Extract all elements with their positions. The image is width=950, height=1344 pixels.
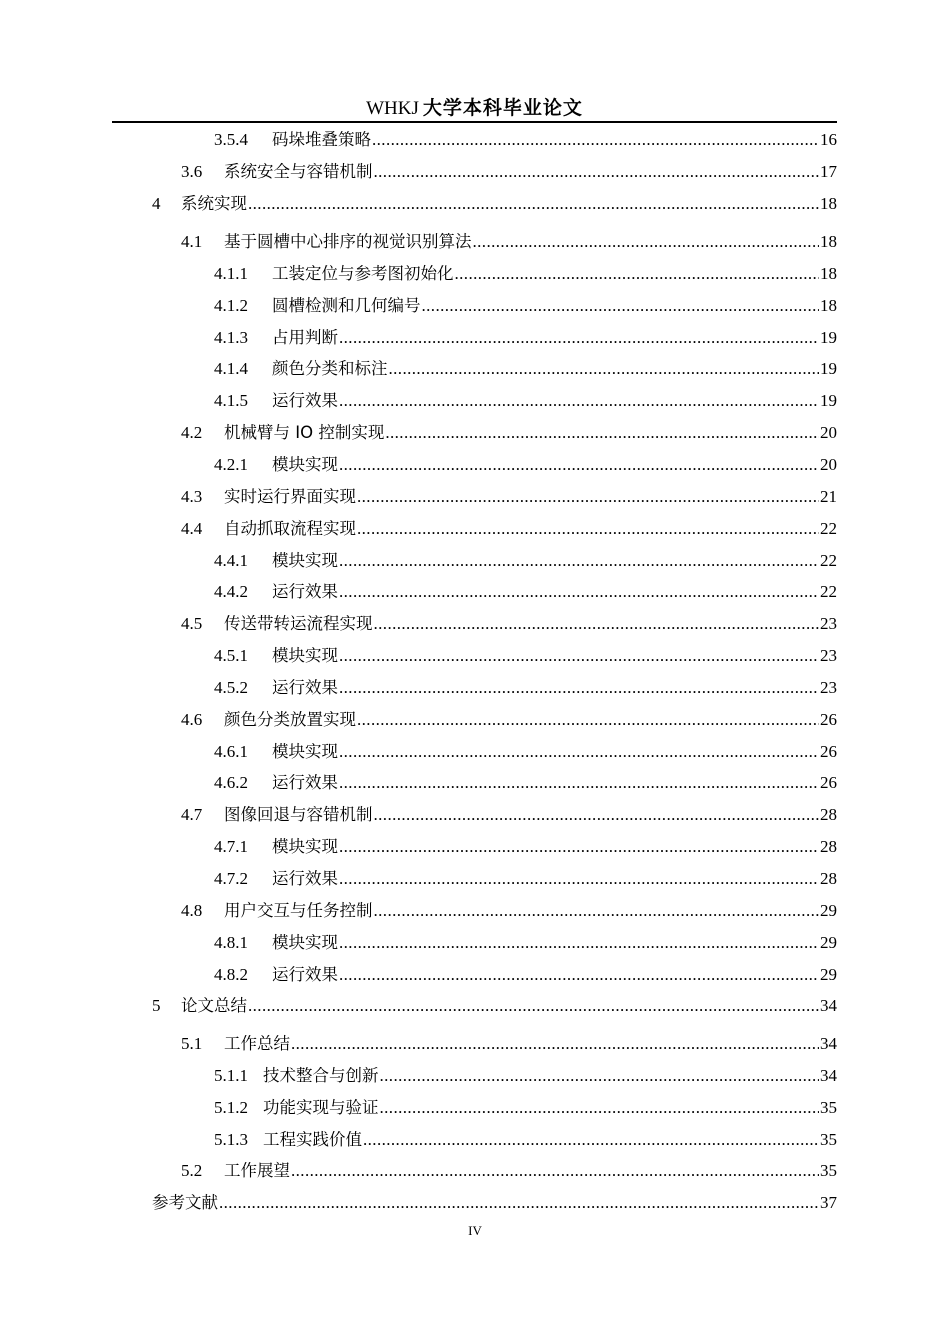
toc-entry-title: 基于圆槽中心排序的视觉识别算法 [224, 232, 472, 251]
toc-entry-page: 18 [820, 264, 837, 283]
toc-dot-leader [389, 357, 820, 381]
toc-entry-title: 机械臂与 IO 控制实现 [224, 423, 385, 442]
toc-entry[interactable] [152, 994, 837, 1018]
toc-entry-title: 工作展望 [224, 1161, 290, 1180]
toc-dot-leader [339, 740, 819, 764]
toc-entry[interactable] [214, 357, 837, 381]
toc-entry-number: 4.7 [181, 805, 203, 824]
toc-entry-title: 占用判断 [272, 328, 338, 347]
toc-entry-number: 4.4.1 [214, 551, 248, 570]
toc-entry-number: 5 [152, 996, 161, 1015]
toc-entry-title: 技术整合与创新 [263, 1066, 379, 1085]
toc-entry[interactable] [152, 1191, 837, 1215]
toc-dot-leader [339, 549, 819, 573]
toc-dot-leader [473, 230, 820, 254]
toc-entry-number: 5.1.2 [214, 1098, 248, 1117]
toc-entry-title: 论文总结 [181, 996, 247, 1015]
toc-entry-page: 22 [820, 551, 837, 570]
toc-entry[interactable] [214, 580, 837, 604]
toc-entry-title: 运行效果 [272, 773, 338, 792]
toc-entry-title: 传送带转运流程实现 [224, 614, 373, 633]
toc-entry-title: 实时运行界面实现 [224, 487, 356, 506]
toc-dot-leader [422, 294, 820, 318]
toc-entry-title: 运行效果 [272, 678, 338, 697]
toc-entry[interactable] [214, 128, 837, 152]
toc-entry-title: 系统安全与容错机制 [224, 162, 373, 181]
toc-entry-page: 26 [820, 742, 837, 761]
toc-entry-number: 5.1 [181, 1034, 203, 1053]
toc-entry-page: 22 [820, 519, 837, 538]
toc-entry-page: 29 [820, 901, 837, 920]
toc-entry[interactable] [181, 421, 837, 445]
toc-entry-title: 工作总结 [224, 1034, 290, 1053]
toc-entry-title: 码垛堆叠策略 [272, 130, 371, 149]
toc-entry[interactable] [181, 803, 837, 827]
toc-entry-title: 模块实现 [272, 837, 338, 856]
toc-dot-leader [219, 1191, 819, 1215]
toc-entry-title: 运行效果 [272, 391, 338, 410]
toc-dot-leader [363, 1128, 819, 1152]
toc-entry-number: 4.8.1 [214, 933, 248, 952]
toc-entry-number: 4.6 [181, 710, 203, 729]
toc-dot-leader [248, 192, 819, 216]
toc-entry[interactable] [214, 262, 837, 286]
toc-entry[interactable] [181, 612, 837, 636]
toc-entry[interactable] [214, 676, 837, 700]
toc-entry-title: 工程实践价值 [263, 1130, 362, 1149]
toc-entry-page: 16 [820, 130, 837, 149]
toc-entry-title: 颜色分类放置实现 [224, 710, 356, 729]
toc-entry-page: 29 [820, 933, 837, 952]
toc-entry[interactable] [214, 1096, 837, 1120]
toc-dot-leader [380, 1096, 820, 1120]
toc-entry-page: 28 [820, 837, 837, 856]
toc-entry-number: 3.5.4 [214, 130, 248, 149]
toc-entry-number: 4.1.5 [214, 391, 248, 410]
toc-entry-number: 4.1.4 [214, 359, 248, 378]
toc-entry[interactable] [181, 1159, 837, 1183]
toc-dot-leader [372, 128, 819, 152]
toc-entry[interactable] [181, 517, 837, 541]
toc-entry[interactable] [214, 1064, 837, 1088]
toc-entry-title: 图像回退与容错机制 [224, 805, 373, 824]
toc-entry[interactable] [214, 326, 837, 350]
toc-entry-title: 模块实现 [272, 551, 338, 570]
toc-entry-title: 模块实现 [272, 646, 338, 665]
toc-dot-leader [385, 421, 819, 445]
toc-entry[interactable] [181, 160, 837, 184]
toc-entry-number: 4.6.1 [214, 742, 248, 761]
toc-entry[interactable] [214, 644, 837, 668]
toc-entry-page: 19 [820, 391, 837, 410]
toc-dot-leader [374, 803, 820, 827]
toc-entry-title: 颜色分类和标注 [272, 359, 388, 378]
toc-entry-page: 34 [820, 1034, 837, 1053]
toc-entry[interactable] [214, 867, 837, 891]
toc-entry-number: 4.4.2 [214, 582, 248, 601]
toc-dot-leader [339, 644, 819, 668]
toc-entry[interactable] [214, 963, 837, 987]
toc-entry-title: 参考文献 [152, 1193, 218, 1212]
toc-entry-number: 4.1 [181, 232, 203, 251]
toc-dot-leader [339, 453, 819, 477]
toc-entry-number: 4.1.2 [214, 296, 248, 315]
toc-entry-title: 功能实现与验证 [263, 1098, 379, 1117]
toc-dot-leader [339, 676, 819, 700]
toc-entry-page: 26 [820, 773, 837, 792]
toc-entry-page: 17 [820, 162, 837, 181]
toc-dot-leader [339, 326, 819, 350]
toc-entry[interactable] [214, 740, 837, 764]
toc-entry[interactable] [181, 485, 837, 509]
toc-entry-number: 4.8 [181, 901, 203, 920]
toc-entry-title: 运行效果 [272, 582, 338, 601]
toc-entry-title: 运行效果 [272, 965, 338, 984]
toc-entry[interactable] [181, 899, 837, 923]
toc-entry-title: 系统实现 [181, 194, 247, 213]
toc-entry[interactable] [214, 931, 837, 955]
toc-entry-title: 模块实现 [272, 933, 338, 952]
toc-entry-number: 4.7.1 [214, 837, 248, 856]
toc-entry-title: 工装定位与参考图初始化 [272, 264, 454, 283]
toc-entry-page: 34 [820, 996, 837, 1015]
toc-dot-leader [455, 262, 820, 286]
toc-entry-page: 23 [820, 646, 837, 665]
toc-entry-page: 28 [820, 805, 837, 824]
toc-dot-leader [374, 612, 820, 636]
toc-entry[interactable] [214, 1128, 837, 1152]
toc-entry-number: 4.1.1 [214, 264, 248, 283]
toc-entry-number: 4.8.2 [214, 965, 248, 984]
toc-dot-leader [339, 867, 819, 891]
toc-entry-number: 4.4 [181, 519, 203, 538]
toc-entry-page: 19 [820, 359, 837, 378]
toc-entry-title: 圆槽检测和几何编号 [272, 296, 421, 315]
toc-dot-leader [339, 771, 819, 795]
toc-entry-title: 自动抓取流程实现 [224, 519, 356, 538]
toc-entry-page: 28 [820, 869, 837, 888]
toc-entry-page: 34 [820, 1066, 837, 1085]
toc-entry-number: 4 [152, 194, 161, 213]
header-brand: WHKJ [366, 98, 419, 119]
toc-entry-number: 5.1.1 [214, 1066, 248, 1085]
toc-dot-leader [374, 160, 820, 184]
toc-entry-page: 26 [820, 710, 837, 729]
toc-dot-leader [357, 485, 819, 509]
toc-entry[interactable] [181, 230, 837, 254]
toc-entry[interactable] [152, 192, 837, 216]
toc-entry-number: 4.2 [181, 423, 203, 442]
toc-dot-leader [339, 835, 819, 859]
toc-entry-title: 模块实现 [272, 455, 338, 474]
toc-entry-number: 4.5.2 [214, 678, 248, 697]
toc-entry[interactable] [214, 453, 837, 477]
toc-dot-leader [357, 708, 819, 732]
toc-entry-page: 19 [820, 328, 837, 347]
toc-entry[interactable] [214, 771, 837, 795]
toc-dot-leader [248, 994, 819, 1018]
toc-entry[interactable] [181, 1032, 837, 1056]
toc-entry-page: 18 [820, 232, 837, 251]
toc-entry-page: 29 [820, 965, 837, 984]
toc-entry-page: 35 [820, 1098, 837, 1117]
header-title: 大学本科毕业论文 [422, 97, 583, 119]
toc-entry-number: 4.5.1 [214, 646, 248, 665]
toc-entry-page: 23 [820, 614, 837, 633]
toc-entry-title: 运行效果 [272, 869, 338, 888]
toc-entry-number: 4.1.3 [214, 328, 248, 347]
toc-entry-title: 模块实现 [272, 742, 338, 761]
toc-entry[interactable] [214, 389, 837, 413]
toc-entry-number: 5.2 [181, 1161, 203, 1180]
toc-dot-leader [380, 1064, 820, 1088]
toc-entry-page: 18 [820, 296, 837, 315]
toc-dot-leader [339, 580, 819, 604]
toc-entry[interactable] [214, 835, 837, 859]
toc-entry-page: 37 [820, 1193, 837, 1212]
toc-entry-title: 用户交互与任务控制 [224, 901, 373, 920]
toc-dot-leader [357, 517, 819, 541]
toc-dot-leader [374, 899, 820, 923]
toc-entry-page: 35 [820, 1130, 837, 1149]
toc-entry-page: 22 [820, 582, 837, 601]
toc-entry-number: 4.5 [181, 614, 203, 633]
toc-entry[interactable] [214, 294, 837, 318]
toc-entry-number: 4.2.1 [214, 455, 248, 474]
toc-dot-leader [339, 963, 819, 987]
toc-entry-number: 4.7.2 [214, 869, 248, 888]
toc-entry[interactable] [214, 549, 837, 573]
toc-entry-page: 23 [820, 678, 837, 697]
toc-entry-number: 4.6.2 [214, 773, 248, 792]
toc-entry-page: 21 [820, 487, 837, 506]
page-number: IV [468, 1223, 482, 1238]
toc-dot-leader [291, 1032, 819, 1056]
toc-entry-number: 4.3 [181, 487, 203, 506]
toc-entry[interactable] [181, 708, 837, 732]
toc-entry-number: 5.1.3 [214, 1130, 248, 1149]
toc-entry-page: 20 [820, 423, 837, 442]
toc-entry-page: 35 [820, 1161, 837, 1180]
toc-entry-number: 3.6 [181, 162, 203, 181]
toc-dot-leader [291, 1159, 819, 1183]
toc-dot-leader [339, 931, 819, 955]
toc-entry-page: 20 [820, 455, 837, 474]
toc-entry-page: 18 [820, 194, 837, 213]
toc-dot-leader [339, 389, 819, 413]
